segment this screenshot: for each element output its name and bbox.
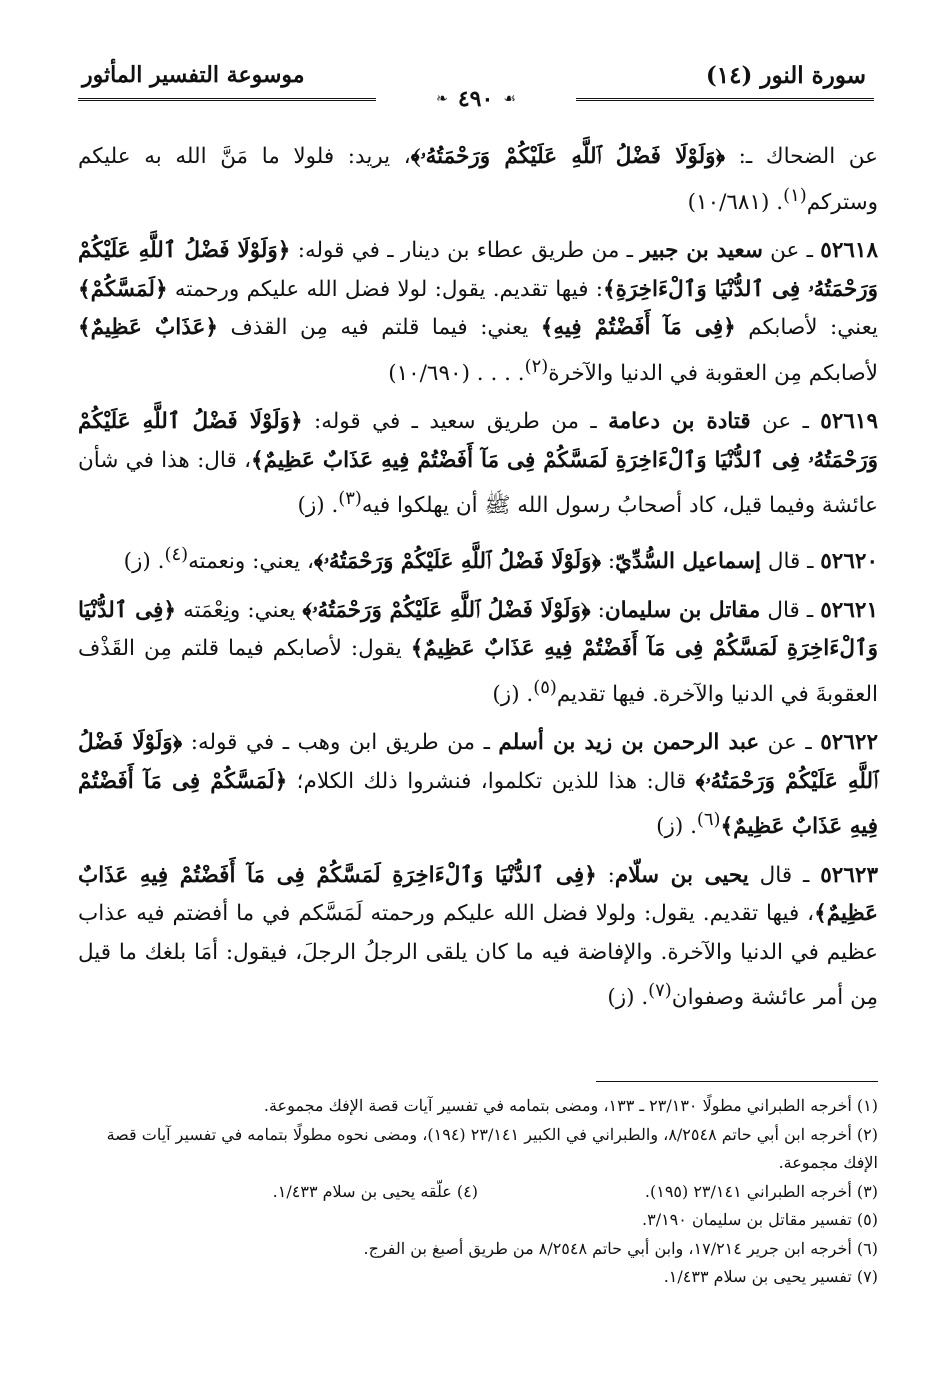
volume-reference: . . . . (١٠/٦٩٠) xyxy=(388,360,525,386)
footnotes xyxy=(78,1092,878,1292)
footnote-marker[interactable]: (٤) xyxy=(164,543,189,565)
entry-52622 xyxy=(78,724,878,847)
entry-text: يعني: لأصابكم xyxy=(735,315,878,341)
volume-reference: . (ز) xyxy=(492,681,534,707)
footnote-2: (٢) أخرجه ابن أبي حاتم ٨/٢٥٤٨، والطبراني في الكبير ٢٣/١٤١ (١٩٤)، ومضى نحوه مطولًا بتمامه في تفسير آيات قصة الإفك مجموعة. xyxy=(106,1124,878,1172)
narrator-name: إسماعيل السُّدِّيّ xyxy=(615,549,761,575)
volume-reference: . (ز) xyxy=(123,549,165,575)
quran-quote: ﴿وَلَوْلَا فَضْلُ ٱللَّهِ عَلَيْكُمْ وَرَحْمَتُهُۥ﴾ xyxy=(313,549,602,575)
quran-quote: ﴿فِى ٱلدُّنْيَا وَٱلْءَاخِرَةِ لَمَسَّكُمْ فِى مَآ أَفَضْتُمْ فِيهِ عَذَابٌ عَظِيمٌ﴾ xyxy=(78,597,878,662)
entry-text: ـ من طريق ابن وهب ـ في قوله: xyxy=(182,730,499,756)
entry-text: يقول: لأصابكم فيما قلتم مِن القَذْف العقوبةَ في الدنيا والآخرة. فيها تقديم xyxy=(78,636,878,707)
footnote-5: (٥) تفسير مقاتل بن سليمان ٣/١٩٠. xyxy=(642,1210,878,1229)
quran-quote: ﴿وَلَوْلَا فَضْلُ ٱللَّهِ عَلَيْكُمْ وَرَحْمَتُهُۥ﴾ xyxy=(302,597,591,623)
entry-0 xyxy=(78,138,878,222)
entry-text: ، فيها تقديم. يقول: ولولا فضل الله عليكم ورحمته لَمَسَّكم في ما أفضتم فيه عذاب عظيم في الدنيا والآخرة. والإفاضة فيه ما كان يلقى الرجلُ الرجلَ، فيقول: أمَا بلغك ما قيل مِن أمر عائشة وصفوان xyxy=(78,901,878,1011)
narrator-name: يحيى بن سلّام xyxy=(614,862,749,888)
entry-text: : xyxy=(590,597,605,623)
footnote-marker[interactable]: (٥) xyxy=(533,676,557,698)
quran-quote: ﴿وَلَوْلَا فَضْلُ ٱللَّهِ عَلَيْكُمْ وَرَحْمَتُهُۥ فِى ٱلدُّنْيَا وَٱلْءَاخِرَةِ لَمَسَّكُمْ فِى مَآ أَفَضْتُمْ فِيهِ عَذَابٌ عَظِيمٌ﴾ xyxy=(78,409,878,473)
entry-text: ـ من طريق عطاء بن دينار ـ في قوله: xyxy=(290,238,641,264)
entry-text: لأصابكم مِن العقوبة في الدنيا والآخرة xyxy=(548,360,878,386)
footnote-row xyxy=(78,1178,878,1207)
footnote-marker[interactable]: (٢) xyxy=(524,355,549,377)
narrator-name: مقاتل بن سليمان xyxy=(604,597,761,623)
footnote-6: (٦) أخرجه ابن جرير ١٧/٢١٤، وابن أبي حاتم ٨/٢٥٤٨ من طريق أصبغ بن الفرج. xyxy=(363,1238,878,1258)
entry-text: ، قال: هذا في شأن عائشة وفيما قيل، كاد أصحابُ رسول الله ﷺ أن يهلكوا فيه xyxy=(78,447,878,519)
volume-reference: . (ز) xyxy=(297,493,339,519)
footnote-divider xyxy=(596,1081,878,1082)
footnote-marker[interactable]: (٣) xyxy=(338,488,362,510)
volume-reference: . (ز) xyxy=(656,814,697,840)
page-header xyxy=(78,60,874,112)
quran-quote: ﴿وَلَوْلَا فَضْلُ ٱللَّهِ عَلَيْكُمْ وَرَحْمَتُهُۥ فِى ٱلدُّنْيَا وَٱلْءَاخِرَةِ﴾ xyxy=(78,238,879,302)
volume-reference: . (١٠/٦٨١) xyxy=(687,189,784,215)
ornament-left-icon: ❧ xyxy=(436,91,448,107)
entry-52619 xyxy=(78,403,878,526)
footnote-marker[interactable]: (٦) xyxy=(696,809,721,831)
entry-text: ـ عن xyxy=(759,730,821,756)
entry-number: ٥٢٦١٩ xyxy=(820,409,879,435)
quran-quote: ﴿لَمَسَّكُمْ﴾ xyxy=(78,276,168,302)
quran-quote: ﴿لَمَسَّكُمْ فِى مَآ أَفَضْتُمْ فِيهِ عَذَابٌ عَظِيمٌ﴾ xyxy=(78,768,878,840)
entry-text: ـ قال xyxy=(760,549,821,575)
entry-52620 xyxy=(78,536,878,582)
narrator-name: قتادة بن دعامة xyxy=(608,409,751,435)
entry-text: ـ عن xyxy=(750,409,821,435)
entry-text: يعني: ونِعْمَته xyxy=(175,597,303,623)
entry-text: عن الضحاك ـ: xyxy=(725,144,878,169)
ornament-right-icon: ☙ xyxy=(503,91,516,107)
entry-text: ـ من طريق سعيد ـ في قوله: xyxy=(302,409,609,435)
book-title: موسوعة التفسير المأثور xyxy=(82,62,305,88)
entry-text: قال: هذا للذين تكلموا، فنشروا ذلك الكلام؛ xyxy=(287,768,696,794)
entry-text: : xyxy=(601,549,616,575)
footnote-4: (٤) علّقه يحيى بن سلام ١/٤٣٣. xyxy=(272,1181,478,1201)
main-text xyxy=(78,138,878,1028)
entry-52621 xyxy=(78,592,878,715)
entry-number: ٥٢٦٢١ xyxy=(820,597,878,623)
page-number-box xyxy=(376,86,576,112)
volume-reference: . (ز) xyxy=(607,985,649,1011)
narrator-name: سعيد بن جبير xyxy=(640,238,763,264)
quran-quote: ﴿وَلَوْلَا فَضْلُ ٱللَّهِ عَلَيْكُمْ وَرَحْمَتُهُۥ﴾ xyxy=(78,730,878,794)
entry-text: ـ قال xyxy=(748,862,821,888)
quran-quote: ﴿فِى ٱلدُّنْيَا وَٱلْءَاخِرَةِ لَمَسَّكُمْ فِى مَآ أَفَضْتُمْ فِيهِ عَذَابٌ عَظِيمٌ﴾ xyxy=(78,862,878,927)
footnote-7: (٧) تفسير يحيى بن سلام ١/٤٣٣. xyxy=(663,1267,878,1286)
entry-number: ٥٢٦٢٣ xyxy=(820,862,878,888)
entry-number: ٥٢٦٢٢ xyxy=(820,730,878,756)
page-number: ٤٩٠ xyxy=(457,86,494,112)
entry-text: ـ عن xyxy=(762,238,821,264)
footnote-marker[interactable]: (١) xyxy=(783,184,807,206)
entry-text: ـ قال xyxy=(760,597,821,623)
entry-text: : فيها تقديم. يقول: لولا فضل الله عليكم ورحمته xyxy=(167,276,603,302)
footnote-3: (٣) أخرجه الطبراني ٢٣/١٤١ (١٩٥). xyxy=(644,1181,878,1201)
entry-number: ٥٢٦٢٠ xyxy=(820,549,878,575)
entry-text: يعني: فيما قلتم فيه مِن القذف xyxy=(217,315,541,341)
entry-number: ٥٢٦١٨ xyxy=(820,238,879,264)
footnote-marker[interactable]: (٧) xyxy=(648,980,672,1002)
entry-52623 xyxy=(78,857,878,1018)
quran-quote: ﴿عَذَابٌ عَظِيمٌ﴾ xyxy=(78,315,218,341)
entry-52618 xyxy=(78,232,878,393)
entry-text: ، يعني: ونعمته xyxy=(188,549,314,575)
entry-text: ، يريد: فلولا ما مَنَّ الله به عليكم وستركم xyxy=(78,144,878,215)
quran-quote: ﴿وَلَوْلَا فَضْلُ ٱللَّهِ عَلَيْكُمْ وَرَحْمَتُهُۥ﴾ xyxy=(410,144,726,169)
entry-text: : xyxy=(596,862,615,888)
surah-title: سورة النور (١٤) xyxy=(705,62,866,89)
quran-quote: ﴿فِى مَآ أَفَضْتُمْ فِيهِ﴾ xyxy=(540,315,736,341)
footnote-1: (١) أخرجه الطبراني مطولًا ٢٣/١٣٠ ـ ١٣٣، ومضى بتمامه في تفسير آيات قصة الإفك مجموعة. xyxy=(263,1096,878,1115)
narrator-name: عبد الرحمن بن زيد بن أسلم xyxy=(498,730,760,756)
